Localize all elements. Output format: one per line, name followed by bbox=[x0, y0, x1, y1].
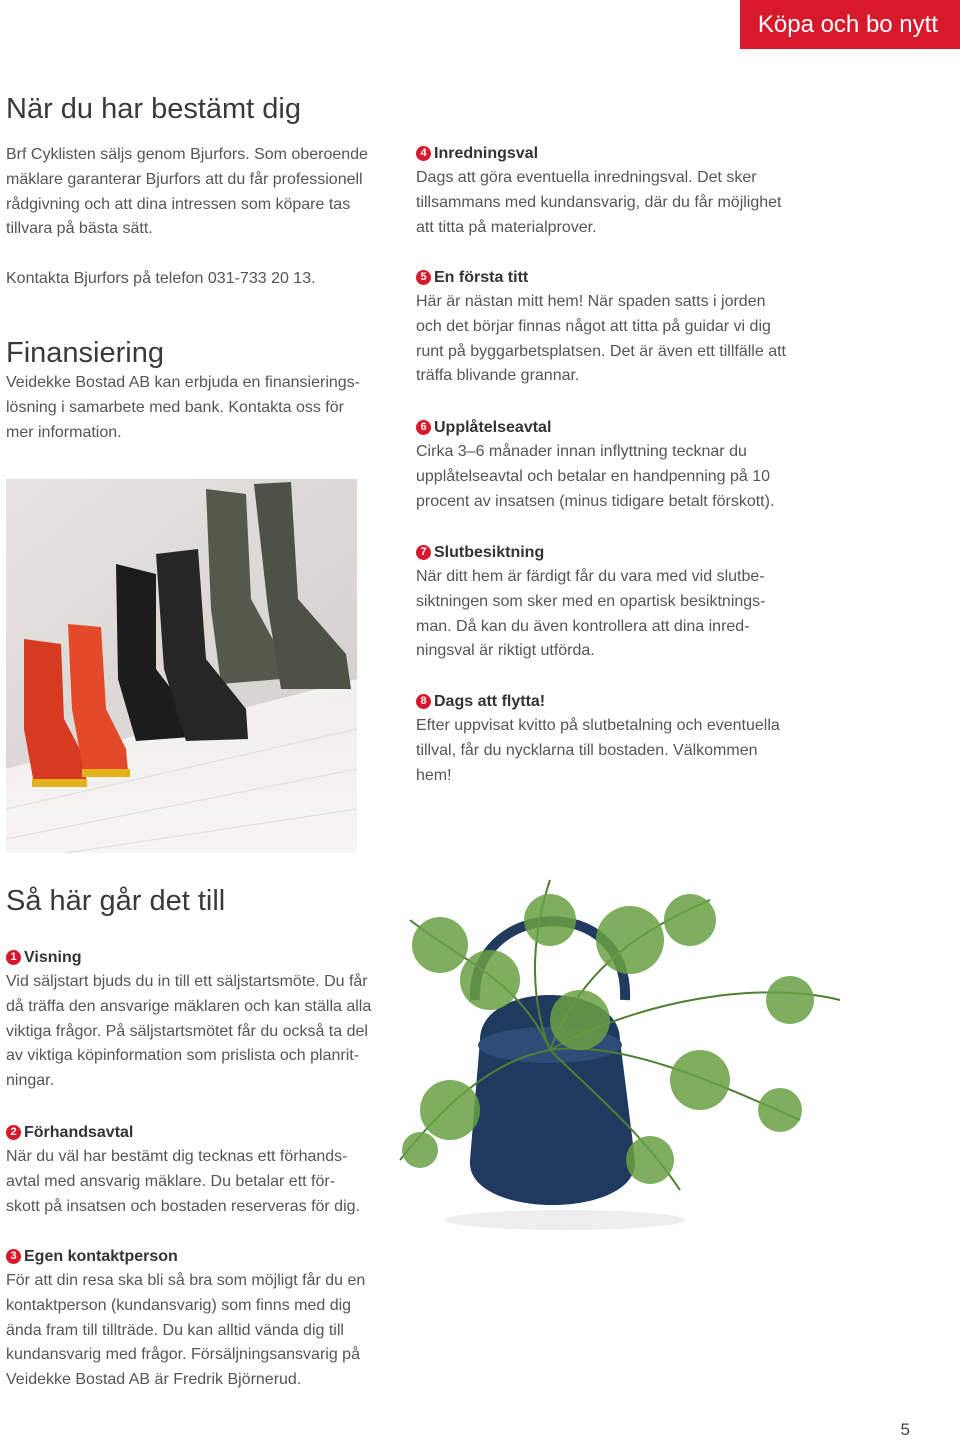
boots-photo bbox=[6, 479, 357, 853]
process-title: Så här går det till bbox=[6, 885, 226, 917]
step-title: Inredningsval bbox=[434, 144, 539, 162]
step-number-badge: 2 bbox=[6, 1125, 21, 1140]
step-visning bbox=[6, 945, 381, 1094]
step-title: En första titt bbox=[434, 268, 529, 286]
step-title: Upplåtelseavtal bbox=[434, 418, 552, 436]
step-number-badge: 6 bbox=[416, 420, 431, 435]
step-title: Förhandsavtal bbox=[24, 1123, 134, 1141]
step-number-badge: 5 bbox=[416, 270, 431, 285]
intro-title: När du har bestämt dig bbox=[6, 93, 301, 125]
step-number-badge: 7 bbox=[416, 545, 431, 560]
step-slutbesiktning bbox=[416, 540, 781, 664]
section-banner: Köpa och bo nytt bbox=[740, 0, 960, 49]
finance-paragraph: Veidekke Bostad AB kan erbjuda en finansierings-lösning i samarbete med bank. Kontakta oss för mer information. bbox=[6, 374, 361, 441]
step-inredningsval bbox=[416, 141, 796, 240]
step-en-forsta-titt bbox=[416, 265, 791, 389]
step-forhandsavtal bbox=[6, 1120, 366, 1219]
step-title: Egen kontaktperson bbox=[24, 1247, 178, 1265]
step-text: När ditt hem är färdigt får du vara med vid slutbe-siktningen som sker med en opartisk besiktnings-man. Då kan du även kontrollera att dina inred-ningsval är riktigt utförda. bbox=[416, 568, 766, 660]
step-text: Cirka 3–6 månader innan inflyttning tecknar du upplåtelseavtal och betalar en handpenning på 10 procent av insatsen (minus tidigare betalt förskott). bbox=[416, 443, 775, 510]
step-number-badge: 3 bbox=[6, 1249, 21, 1264]
step-upplatelseavtal bbox=[416, 415, 796, 514]
finance-title: Finansiering bbox=[6, 337, 164, 369]
dill-photo bbox=[380, 860, 900, 1240]
step-text: Efter uppvisat kvitto på slutbetalning och eventuella tillval, får du nycklarna till bostaden. Välkommen hem! bbox=[416, 717, 780, 784]
intro-paragraph: Brf Cyklisten säljs genom Bjurfors. Som oberoende mäklare garanterar Bjurfors att du får professionell rådgivning och att dina intressen som köpare tas tillvara på bästa sätt. bbox=[6, 146, 368, 238]
step-text: När du väl har bestämt dig tecknas ett förhands-avtal med ansvarig mäklare. Du betalar ett för-skott på insatsen och bostaden reserveras för dig. bbox=[6, 1148, 360, 1215]
intro-contact: Kontakta Bjurfors på telefon 031-733 20 13. bbox=[6, 270, 316, 287]
step-title: Visning bbox=[24, 948, 82, 966]
step-egen-kontaktperson bbox=[6, 1244, 381, 1393]
step-text: För att din resa ska bli så bra som möjligt får du en kontaktperson (kundansvarig) som finns med dig ända fram till tillträde. Du kan alltid vända dig till kundansvarig med frågor. Försäljningsansvarig på Veidekke Bostad AB är Fredrik Björnerud. bbox=[6, 1272, 366, 1389]
step-text: Här är nästan mitt hem! När spaden satts i jorden och det börjar finnas något att titta på guidar vi dig runt på byggarbetsplatsen. Det är även ett tillfälle att träffa blivande grannar. bbox=[416, 293, 786, 385]
step-number-badge: 4 bbox=[416, 146, 431, 161]
step-number-badge: 8 bbox=[416, 694, 431, 709]
page-number: 5 bbox=[900, 1420, 910, 1439]
step-dags-att-flytta bbox=[416, 689, 796, 788]
step-number-badge: 1 bbox=[6, 950, 21, 965]
step-text: Vid säljstart bjuds du in till ett säljstartsmöte. Du får då träffa den ansvarige mäklaren och kan ställa alla viktiga frågor. På säljstartsmötet får du också ta del av viktiga köpinformation som prislista och planrit-ningar. bbox=[6, 973, 372, 1090]
step-title: Slutbesiktning bbox=[434, 543, 545, 561]
step-text: Dags att göra eventuella inredningsval. Det sker tillsammans med kundansvarig, där du får möjlighet att titta på materialprover. bbox=[416, 169, 782, 236]
step-title: Dags att flytta! bbox=[434, 692, 546, 710]
